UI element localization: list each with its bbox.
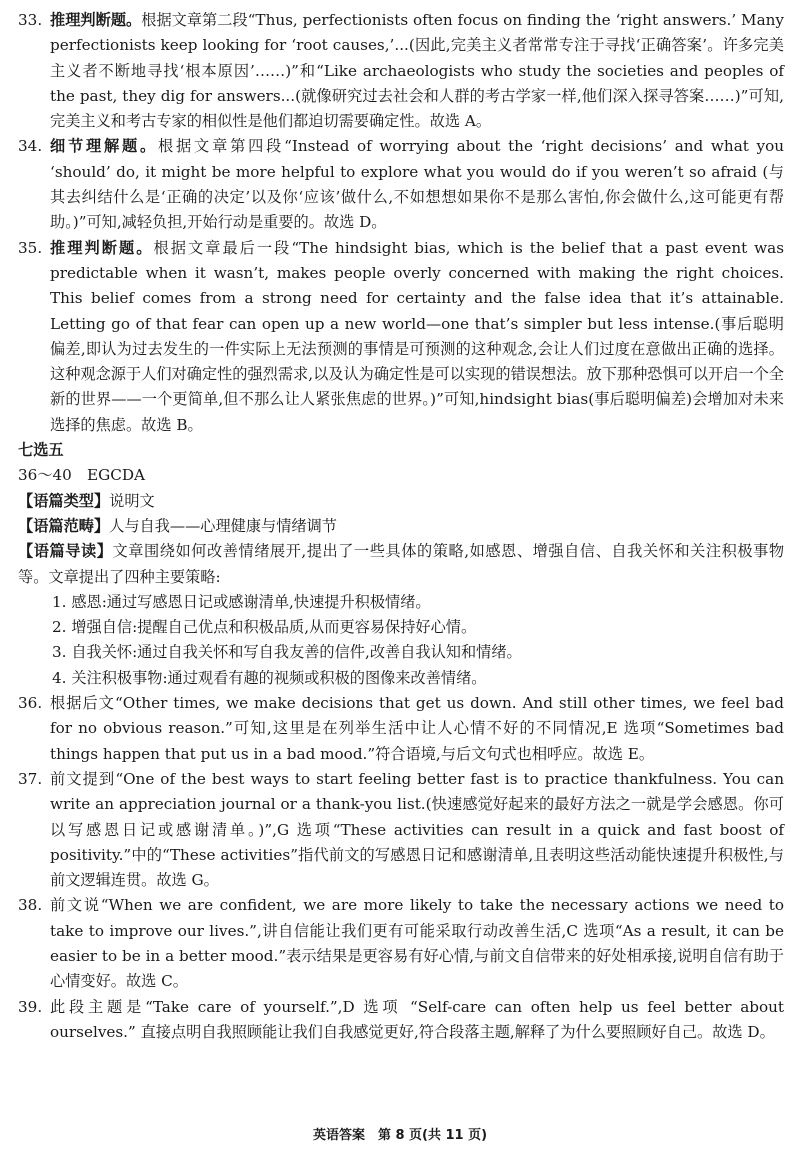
strategy-item: 3. 自我关怀:通过自我关怀和写自我友善的信件,改善自我认知和情绪。	[52, 643, 522, 662]
question-number: 39.	[18, 997, 43, 1016]
question-35-explanation	[18, 236, 784, 438]
passage-guide	[18, 539, 784, 590]
strategy-item: 1. 感恩:通过写感恩日记或感谢清单,快速提升积极情绪。	[52, 592, 431, 611]
question-type: 细节理解题。	[50, 137, 159, 156]
page-footer: 英语答案 第 8 页(共 11 页)	[312, 1128, 488, 1143]
section-title: 七选五	[18, 441, 64, 460]
question-type: 推理判断题。	[50, 238, 154, 257]
explanation-text: 前文提到“One of the best ways to start feeling better fast is to practice thankfulness. You can write an appreciation journal or a thank-you list.(快速感觉好起来的最好方法之一就是学会感恩。你可以写感恩日记或感谢清单。)”,G 选项“These activities can result in a quick and fast boost of positivity.”中的“These activities”指代前文的写感恩日记和感谢清单,且表明这些活动能快速提升积极性,与前文逻辑连贯。故选 G。	[50, 769, 784, 890]
passage-category	[18, 514, 784, 539]
explanation-text: 前文说“When we are confident, we are more likely to take the necessary actions we need to take to improve our lives.”,讲自信能让我们更有可能采取行动改善生活,C 选项“As a result, it can be easier to be in a better mood.”表示结果是更容易有好心情,与前文自信带来的好处相承接,说明自信有助于心情变好。故选 C。	[50, 896, 784, 991]
question-number: 37.	[18, 769, 43, 788]
strategy-item: 2. 增强自信:提醒自己优点和积极品质,从而更容易保持好心情。	[52, 618, 477, 637]
explanation-text: 根据后文“Other times, we make decisions that get us down. And still other times, we feel bad for no obvious reason.”可知,这里是在列举生活中让人心情不好的不同情况,E 选项“Sometimes bad things happen that put us in a bad mood.”符合语境,与后文句式也相呼应。故选 E。	[50, 694, 784, 763]
explanation-text: 此段主题是“Take care of yourself.”,D 选项 “Self-care can often help us feel better about ourselves.” 直接点明自我照顾能让我们自我感觉更好,符合段落主题,解释了为什么要照顾好自己。故选 D。	[50, 997, 784, 1041]
explanation-text: 根据文章第二段“Thus, perfectionists often focus on finding the ‘right answers.’ Many perfectionists keep looking for ‘root causes,’...(因此,完美主义者常常专注于寻找‘正确答案’。许多完美主义者不断地寻找‘根本原因’……)”和“Like archaeologists who study the societies and peoples of the past, they dig for answers...(就像研究过去社会和人群的考古学家一样,他们深入探寻答案……)”可知,完美主义和考古专家的相似性是他们都迫切需要确定性。故选 A。	[50, 11, 784, 131]
category-label: 【语篇范畴】	[18, 516, 110, 535]
explanation-text: 根据文章第四段“Instead of worrying about the ‘right decisions’ and what you ‘should’ do, it might be more helpful to explore what you would do if you weren’t so afraid (与其去纠结什么是‘正确的决定’以及你‘应该’做什么,不如想想如果你不是那么害怕,你会做什么,这可能更有帮助。)”可知,减轻负担,开始行动是重要的。故选 D。	[50, 137, 785, 232]
question-number: 33.	[18, 11, 43, 29]
explanation-text: 根据文章最后一段“The hindsight bias, which is the belief that a past event was predictable when it wasn’t, makes people overly concerned with making the right choices. This belief comes from a strong need for certainty and the false idea that it’s attainable. Letting go of that fear can open up a new world—one that’s simpler but less intense.(事后聪明偏差,即认为过去发生的一件实际上无法预测的事情是可预测的这种观念,会让人们过度在意做出正确的选择。这种观念源于人们对确定性的强烈需求,以及认为确定性是可以实现的错误想法。放下那种恐惧可以开启一个全新的世界——一个更简单,但不那么让人紧张焦虑的世界。)”可知,hindsight bias(事后聪明偏差)会增加对未来选择的焦虑。故选 B。	[50, 238, 785, 434]
category-value: 人与自我——心理健康与情绪调节	[109, 516, 337, 535]
question-number: 36.	[18, 694, 43, 713]
question-38-explanation	[18, 893, 784, 994]
question-39-explanation	[18, 995, 784, 1046]
passage-genre	[18, 489, 784, 514]
question-number: 38.	[18, 896, 43, 915]
question-34-explanation	[18, 134, 784, 235]
genre-label: 【语篇类型】	[18, 491, 110, 510]
question-type: 推理判断题。	[50, 11, 142, 29]
guide-value: 文章围绕如何改善情绪展开,提出了一些具体的策略,如感恩、增强自信、自我关怀和关注积极事物等。文章提出了四种主要策略:	[18, 542, 785, 586]
question-number: 35.	[18, 238, 43, 257]
strategy-item: 4. 关注积极事物:通过观看有趣的视频或积极的图像来改善情绪。	[52, 668, 487, 687]
question-37-explanation	[18, 767, 784, 893]
question-33-explanation	[18, 8, 784, 134]
genre-value: 说明文	[109, 491, 155, 510]
question-number: 34.	[18, 137, 43, 156]
answer-key: 36～40 EGCDA	[18, 466, 146, 485]
question-36-explanation	[18, 691, 784, 767]
guide-label: 【语篇导读】	[18, 542, 113, 561]
